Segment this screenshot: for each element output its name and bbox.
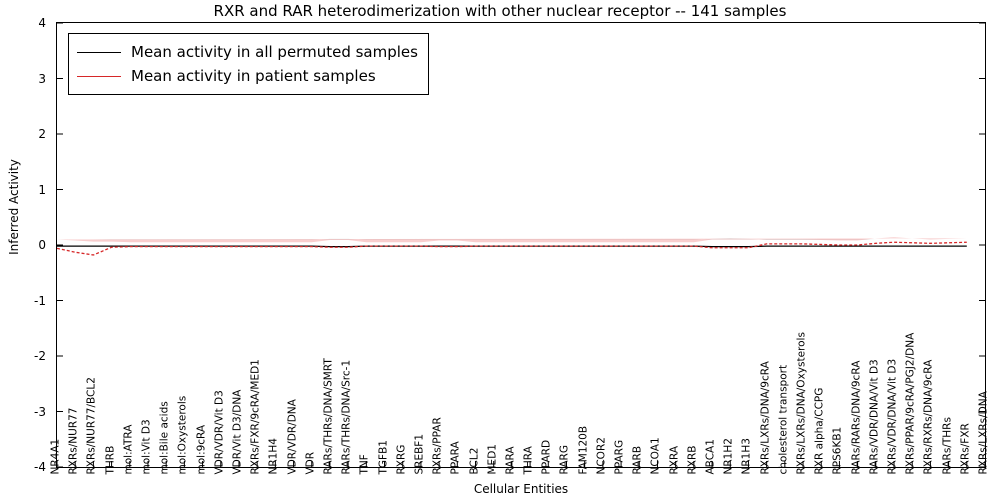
x-tick-label: NR1H2 [722, 438, 735, 475]
x-tick-label: RXRs/FXR/9cRA/MED1 [249, 359, 262, 475]
x-tick-label: RARs/RARs/DNA/9cRA [850, 360, 863, 475]
x-tick-label: RXRs/PPAR/9cRA/PGJ2/DNA [904, 332, 917, 475]
x-tick-label: NR4A1 [49, 438, 62, 475]
x-axis-title: Cellular Entities [473, 482, 569, 496]
x-tick-label: RARG [558, 445, 571, 475]
confidence-band [57, 237, 967, 242]
x-tick-label: RXRB [686, 445, 699, 475]
x-tick-label: RARB [631, 445, 644, 475]
x-tick-label: FAM120B [577, 425, 590, 475]
x-tick-label: RPS6KB1 [831, 426, 844, 475]
x-tick-label: cholesterol transport [777, 364, 790, 475]
x-tick-label: THRB [104, 445, 117, 475]
y-tick-label: 1 [38, 182, 46, 197]
x-tick-label: RARA [504, 446, 517, 475]
y-tick-label: -2 [34, 349, 46, 363]
x-tick-label: NCOA1 [649, 437, 662, 475]
x-tick-label: VDR/VDR/DNA [286, 399, 299, 475]
y-tick-label: -3 [34, 404, 46, 419]
x-tick-label: SREBF1 [413, 433, 426, 475]
x-tick-label: RXRs/LXRs/DNA/Oxysterols [795, 332, 808, 475]
legend-swatch-permuted [77, 52, 121, 53]
x-tick-label: TNF [358, 454, 371, 475]
x-tick-label: RXRs/NUR77 [67, 407, 80, 475]
x-tick-label: TGFB1 [377, 440, 390, 475]
x-tick-label: PPARD [540, 439, 553, 475]
y-tick-label: -4 [34, 460, 46, 474]
y-axis-title: Inferred Activity [7, 159, 21, 255]
x-tick-label: mol:ATRA [122, 424, 135, 475]
x-tick-label: BCL2 [468, 447, 480, 475]
x-tick-label: RARs/THRs/DNA/SMRT [322, 358, 335, 475]
x-tick-label: RXRs/PPAR [431, 417, 444, 475]
legend-swatch-patient [77, 76, 121, 77]
x-tick-label: RARs/THRs [941, 417, 954, 475]
x-tick-label: PPARA [449, 441, 462, 475]
x-tick-label: ABCA1 [704, 439, 717, 475]
x-tick-label: MED1 [486, 444, 499, 475]
legend-item [77, 40, 418, 64]
x-tick-label: RARs/THRs/DNA/Src-1 [340, 359, 353, 475]
x-tick-label: RXRs/RXRs/DNA/9cRA [922, 359, 935, 475]
x-tick-label: RXRA [668, 445, 681, 475]
x-tick-label: RXRs/LXRs/DNA/9cRA [759, 361, 772, 475]
x-tick-label: RXR alpha/CCPG [813, 387, 826, 475]
legend-label-permuted: Mean activity in all permuted samples [131, 43, 418, 61]
y-tick-label: 2 [38, 127, 46, 141]
x-tick-label: RXRs/LXRs/DNA [977, 391, 990, 475]
x-tick-label: mol:Bile acids [158, 401, 171, 475]
x-tick-label: RXRs/NUR77/BCL2 [85, 377, 98, 475]
y-tick-label: -1 [34, 293, 46, 308]
x-tick-label: RXRs/FXR [959, 423, 972, 475]
y-tick-label: 0 [38, 238, 46, 252]
x-tick-label: RARs/VDR/DNA/Vit D3 [868, 359, 881, 475]
x-tick-label: PPARG [613, 439, 626, 475]
x-tick-label: mol:9cRA [195, 424, 208, 475]
x-tick-label: VDR/Vit D3/DNA [231, 389, 244, 475]
x-tick-label: RXRG [395, 444, 408, 475]
x-tick-label: VDR [304, 451, 317, 475]
x-tick-label: mol:Oxysterols [176, 395, 189, 475]
y-tick-label: 3 [38, 71, 46, 86]
chart-legend [68, 33, 429, 95]
x-tick-label: NCOR2 [595, 437, 608, 475]
legend-item [77, 64, 418, 88]
x-tick-label: VDR/VDR/Vit D3 [213, 390, 226, 475]
x-tick-label: RXRs/VDR/DNA/Vit D3 [886, 358, 899, 475]
x-tick-label: NR1H3 [740, 438, 753, 475]
legend-label-patient: Mean activity in patient samples [131, 67, 376, 85]
x-tick-label: THRA [522, 446, 535, 475]
x-tick-label: mol:Vit D3 [140, 419, 153, 475]
x-tick-label: NR1H4 [267, 438, 280, 475]
series-line [57, 242, 967, 255]
y-tick-label: 4 [38, 16, 46, 30]
chart-title: RXR and RAR heterodimerization with other nuclear receptor -- 141 samples [213, 2, 787, 20]
